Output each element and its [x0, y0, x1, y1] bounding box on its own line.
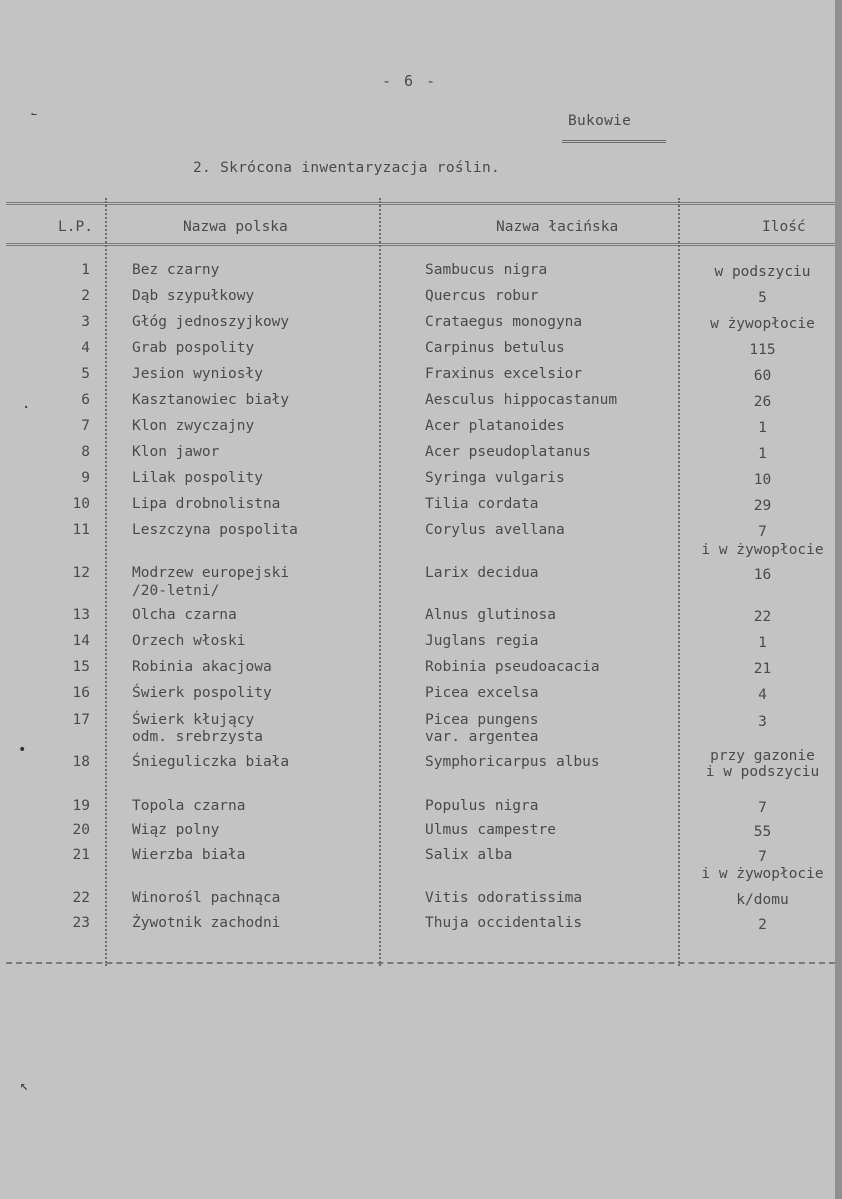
cell-lp: 14 — [72, 633, 90, 649]
cell-latin-name: Symphoricarpus albus — [425, 754, 600, 770]
cell-quantity-note: i w podszyciu — [705, 764, 820, 780]
cell-latin-name: Tilia cordata — [425, 496, 539, 512]
cell-lp: 6 — [81, 392, 90, 408]
cell-latin-name: Picea pungens — [425, 712, 539, 728]
cell-lp: 9 — [81, 470, 90, 486]
cell-lp: 17 — [72, 712, 90, 728]
cell-polish-name: Leszczyna pospolita — [132, 522, 298, 538]
cell-polish-name: Śnieguliczka biała — [132, 754, 290, 770]
cell-quantity: 2 — [758, 917, 767, 933]
cell-quantity: w podszyciu — [714, 264, 811, 280]
cell-latin-name: Alnus glutinosa — [425, 607, 556, 623]
cell-quantity: 1 — [758, 446, 767, 462]
cell-lp: 3 — [81, 314, 90, 330]
cell-lp: 12 — [72, 565, 90, 581]
cell-quantity: 115 — [749, 342, 776, 358]
cell-quantity-note: i w żywopłocie — [701, 542, 824, 558]
cell-polish-name: Klon jawor — [132, 444, 220, 460]
cell-latin-name: Juglans regia — [425, 633, 539, 649]
cell-latin-name: Carpinus betulus — [425, 340, 565, 356]
cell-polish-name: Dąb szypułkowy — [132, 288, 255, 304]
cell-quantity: 55 — [753, 824, 772, 840]
cell-polish-name: Winorośl pachnąca — [132, 890, 281, 906]
cell-latin-name: Quercus robur — [425, 288, 539, 304]
cell-latin-name: Syringa vulgaris — [425, 470, 565, 486]
cell-lp: 15 — [72, 659, 90, 675]
column-divider-2 — [379, 198, 381, 966]
cell-quantity-note: i w żywopłocie — [701, 866, 824, 882]
paper-mark: ˾ — [30, 100, 39, 116]
cell-latin-name-line2: var. argentea — [425, 729, 539, 745]
cell-quantity: 21 — [753, 661, 772, 677]
cell-lp: 10 — [72, 496, 90, 512]
table-top-rule — [6, 202, 835, 205]
cell-polish-name: Świerk pospolity — [132, 685, 272, 701]
cell-quantity: k/domu — [736, 892, 789, 908]
column-header-lp: L.P. — [58, 219, 93, 235]
cell-quantity: 1 — [758, 420, 767, 436]
place-name: Bukowie — [568, 113, 632, 129]
cell-polish-name: Orzech włoski — [132, 633, 246, 649]
cell-lp: 7 — [81, 418, 90, 434]
cell-polish-name: Lipa drobnolistna — [132, 496, 281, 512]
cell-latin-name: Fraxinus excelsior — [425, 366, 583, 382]
cell-quantity: 26 — [753, 394, 772, 410]
cell-latin-name: Salix alba — [425, 847, 513, 863]
cell-lp: 5 — [81, 366, 90, 382]
cell-latin-name: Populus nigra — [425, 798, 539, 814]
cell-latin-name: Sambucus nigra — [425, 262, 548, 278]
cell-quantity: 5 — [758, 290, 767, 306]
column-header-quantity: Ilość — [762, 219, 806, 235]
cell-lp: 19 — [72, 798, 90, 814]
cell-polish-name: Wiąz polny — [132, 822, 220, 838]
cell-lp: 20 — [72, 822, 90, 838]
cell-latin-name: Thuja occidentalis — [425, 915, 583, 931]
cell-polish-name: Kasztanowiec biały — [132, 392, 290, 408]
cell-quantity: 3 — [758, 714, 767, 730]
cell-lp: 13 — [72, 607, 90, 623]
column-divider-3 — [678, 198, 680, 966]
cell-polish-name: Robinia akacjowa — [132, 659, 272, 675]
cell-latin-name: Aesculus hippocastanum — [425, 392, 618, 408]
cell-quantity: 1 — [758, 635, 767, 651]
cell-quantity: 22 — [753, 609, 772, 625]
cell-polish-name: Topola czarna — [132, 798, 246, 814]
cell-latin-name: Robinia pseudoacacia — [425, 659, 600, 675]
cell-polish-name: Lilak pospolity — [132, 470, 263, 486]
cell-polish-name: Głóg jednoszyjkowy — [132, 314, 290, 330]
cell-polish-name: Bez czarny — [132, 262, 220, 278]
cell-quantity: 29 — [753, 498, 772, 514]
cell-latin-name: Acer platanoides — [425, 418, 565, 434]
cell-quantity: 7 — [758, 849, 767, 865]
cell-quantity: 10 — [753, 472, 772, 488]
cell-polish-name: Grab pospolity — [132, 340, 255, 356]
paper-mark: · — [22, 400, 31, 416]
place-underline — [562, 140, 666, 143]
cell-polish-name-line2: odm. srebrzysta — [132, 729, 263, 745]
cell-lp: 8 — [81, 444, 90, 460]
cell-lp: 1 — [81, 262, 90, 278]
table-bottom-rule — [6, 962, 835, 964]
section-heading: 2. Skrócona inwentaryzacja roślin. — [193, 160, 501, 176]
cell-polish-name: Świerk kłujący — [132, 712, 255, 728]
cell-lp: 23 — [72, 915, 90, 931]
paper-mark: ↖ — [20, 1078, 29, 1094]
cell-polish-name: Klon zwyczajny — [132, 418, 255, 434]
cell-lp: 22 — [72, 890, 90, 906]
page-number: - 6 - — [382, 72, 438, 90]
cell-lp: 21 — [72, 847, 90, 863]
cell-lp: 18 — [72, 754, 90, 770]
cell-quantity: w żywopłocie — [710, 316, 815, 332]
cell-latin-name: Crataegus monogyna — [425, 314, 583, 330]
column-header-polish-name: Nazwa polska — [183, 219, 288, 235]
column-divider-1 — [105, 198, 107, 966]
cell-latin-name: Picea excelsa — [425, 685, 539, 701]
cell-polish-name: Wierzba biała — [132, 847, 246, 863]
cell-latin-name: Vitis odoratissima — [425, 890, 583, 906]
cell-polish-name: Żywotnik zachodni — [132, 915, 281, 931]
cell-lp: 11 — [72, 522, 90, 538]
cell-quantity: 4 — [758, 687, 767, 703]
cell-quantity: 7 — [758, 800, 767, 816]
cell-quantity: 7 — [758, 524, 767, 540]
cell-polish-name: Modrzew europejski — [132, 565, 290, 581]
table-header-rule — [6, 243, 835, 246]
page-edge-shadow — [835, 0, 842, 1199]
column-header-latin-name: Nazwa łacińska — [496, 219, 619, 235]
cell-quantity: 60 — [753, 368, 772, 384]
paper-mark: • — [18, 742, 27, 758]
cell-latin-name: Ulmus campestre — [425, 822, 556, 838]
cell-quantity: przy gazonie — [710, 748, 815, 764]
cell-polish-name: Olcha czarna — [132, 607, 237, 623]
cell-quantity: 16 — [753, 567, 772, 583]
cell-lp: 16 — [72, 685, 90, 701]
cell-polish-name: Jesion wyniosły — [132, 366, 263, 382]
cell-latin-name: Larix decidua — [425, 565, 539, 581]
cell-polish-name-line2: /20-letni/ — [132, 583, 220, 599]
cell-latin-name: Acer pseudoplatanus — [425, 444, 591, 460]
cell-latin-name: Corylus avellana — [425, 522, 565, 538]
cell-lp: 4 — [81, 340, 90, 356]
cell-lp: 2 — [81, 288, 90, 304]
